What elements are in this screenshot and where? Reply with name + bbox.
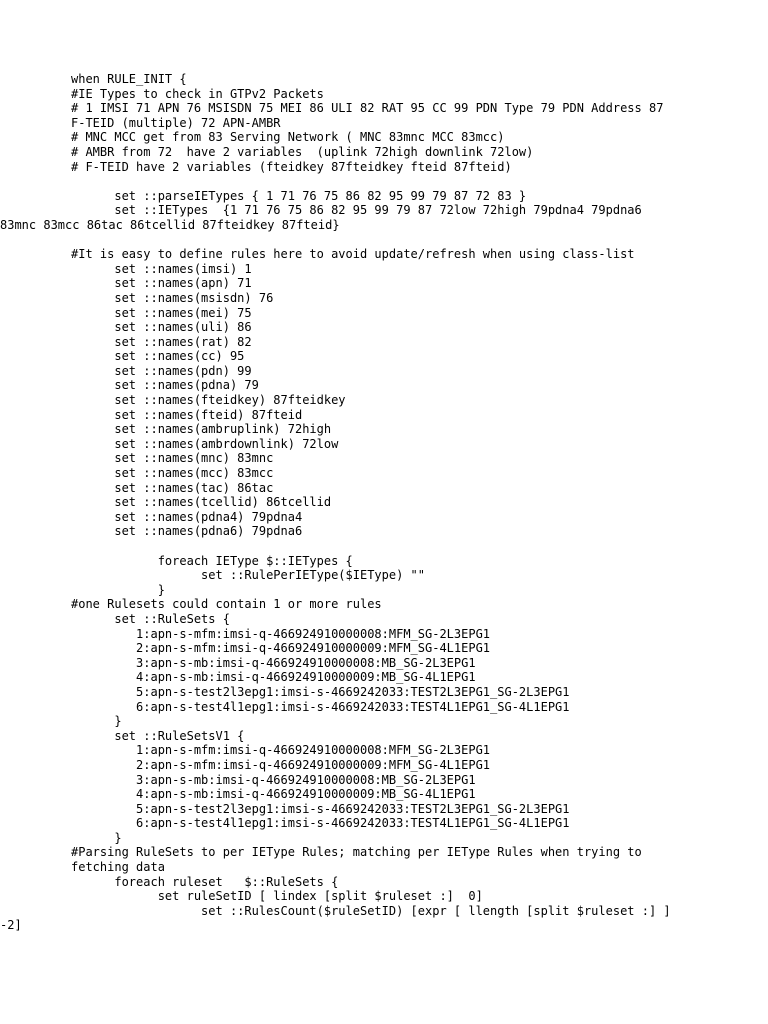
code-line xyxy=(71,233,761,248)
code-line: set ::names(pdna) 79 xyxy=(71,378,259,393)
code-line: 3:apn-s-mb:imsi-q-466924910000008:MB_SG-2L3EPG1 xyxy=(71,655,476,670)
code-line: 5:apn-s-test2l3epg1:imsi-s-4669242033:TEST2L3EPG1_SG-2L3EPG1 xyxy=(71,684,570,699)
code-line: set ::names(tcellid) 86tcellid xyxy=(71,495,332,510)
code-line xyxy=(71,174,761,189)
code-line: 1:apn-s-mfm:imsi-q-466924910000008:MFM_SG-2L3EPG1 xyxy=(71,626,491,641)
code-line: set ::names(rat) 82 xyxy=(71,334,252,349)
code-listing xyxy=(0,72,761,933)
code-line: # MNC MCC get from 83 Serving Network ( MNC 83mnc MCC 83mcc) xyxy=(71,130,505,145)
code-line: set ::names(fteidkey) 87fteidkey xyxy=(71,393,346,408)
code-line: } xyxy=(71,830,122,845)
code-line: set ::names(pdn) 99 xyxy=(71,363,252,378)
code-line: } xyxy=(71,714,122,729)
code-line: fetching data xyxy=(71,860,165,875)
code-line: #IE Types to check in GTPv2 Packets xyxy=(71,86,324,101)
code-line: set ::names(pdna4) 79pdna4 xyxy=(71,509,303,524)
code-line: #one Rulesets could contain 1 or more rules xyxy=(71,597,382,612)
code-line: -2] xyxy=(0,918,22,933)
code-line: set ::names(ambruplink) 72high xyxy=(71,422,332,437)
code-line: set ::names(uli) 86 xyxy=(71,320,252,335)
code-line: #It is easy to define rules here to avoid update/refresh when using class-list xyxy=(71,247,635,262)
code-line: # 1 IMSI 71 APN 76 MSISDN 75 MEI 86 ULI 82 RAT 95 CC 99 PDN Type 79 PDN Address 87 xyxy=(71,101,664,116)
code-line: 2:apn-s-mfm:imsi-q-466924910000009:MFM_SG-4L1EPG1 xyxy=(71,757,491,772)
code-line: when RULE_INIT { xyxy=(71,72,187,86)
code-line: } xyxy=(71,582,165,597)
code-line: set ::IETypes {1 71 76 75 86 82 95 99 79 87 72low 72high 79pdna4 79pdna6 xyxy=(71,203,642,218)
code-line: set ::names(ambrdownlink) 72low xyxy=(71,436,339,451)
code-line: set ::RulesCount($ruleSetID) [expr [ llength [split $ruleset :] ] xyxy=(71,903,671,918)
code-line: set ::names(cc) 95 xyxy=(71,349,245,364)
code-line: foreach IEType $::IETypes { xyxy=(71,553,353,568)
code-line: 83mnc 83mcc 86tac 86tcellid 87fteidkey 87fteid} xyxy=(0,217,340,232)
code-line: 6:apn-s-test4l1epg1:imsi-s-4669242033:TEST4L1EPG1_SG-4L1EPG1 xyxy=(71,699,570,714)
code-line: 6:apn-s-test4l1epg1:imsi-s-4669242033:TEST4L1EPG1_SG-4L1EPG1 xyxy=(71,816,570,831)
code-line: set ::names(msisdn) 76 xyxy=(71,290,274,305)
code-line: set ::names(imsi) 1 xyxy=(71,261,252,276)
code-line: # F-TEID have 2 variables (fteidkey 87fteidkey fteid 87fteid) xyxy=(71,159,512,174)
code-line: set ::names(tac) 86tac xyxy=(71,480,274,495)
code-line: set ::names(pdna6) 79pdna6 xyxy=(71,524,303,539)
code-line: 4:apn-s-mb:imsi-q-466924910000009:MB_SG-4L1EPG1 xyxy=(71,787,476,802)
code-line: set ::RuleSetsV1 { xyxy=(71,728,245,743)
code-line: set ::names(mcc) 83mcc xyxy=(71,466,274,481)
code-line: set ::parseIETypes { 1 71 76 75 86 82 95 99 79 87 72 83 } xyxy=(71,188,527,203)
code-line: set ::names(mnc) 83mnc xyxy=(71,451,274,466)
code-line: #Parsing RuleSets to per IEType Rules; matching per IEType Rules when trying to xyxy=(71,845,642,860)
code-line: 1:apn-s-mfm:imsi-q-466924910000008:MFM_SG-2L3EPG1 xyxy=(71,743,491,758)
code-line: foreach ruleset $::RuleSets { xyxy=(71,874,339,889)
code-line: 2:apn-s-mfm:imsi-q-466924910000009:MFM_SG-4L1EPG1 xyxy=(71,641,491,656)
code-line: 5:apn-s-test2l3epg1:imsi-s-4669242033:TEST2L3EPG1_SG-2L3EPG1 xyxy=(71,801,570,816)
code-line: set ::RulePerIEType($IEType) "" xyxy=(71,568,426,583)
code-line xyxy=(71,539,761,554)
code-line: set ::names(fteid) 87fteid xyxy=(71,407,303,422)
code-line: F-TEID (multiple) 72 APN-AMBR xyxy=(71,115,281,130)
code-line: 4:apn-s-mb:imsi-q-466924910000009:MB_SG-4L1EPG1 xyxy=(71,670,476,685)
code-line: set ::RuleSets { xyxy=(71,611,230,626)
code-line: set ::names(mei) 75 xyxy=(71,305,252,320)
code-line: 3:apn-s-mb:imsi-q-466924910000008:MB_SG-2L3EPG1 xyxy=(71,772,476,787)
code-line: # AMBR from 72 have 2 variables (uplink 72high downlink 72low) xyxy=(71,144,534,159)
code-line: set ::names(apn) 71 xyxy=(71,276,252,291)
code-line: set ruleSetID [ lindex [split $ruleset :] 0] xyxy=(71,889,483,904)
